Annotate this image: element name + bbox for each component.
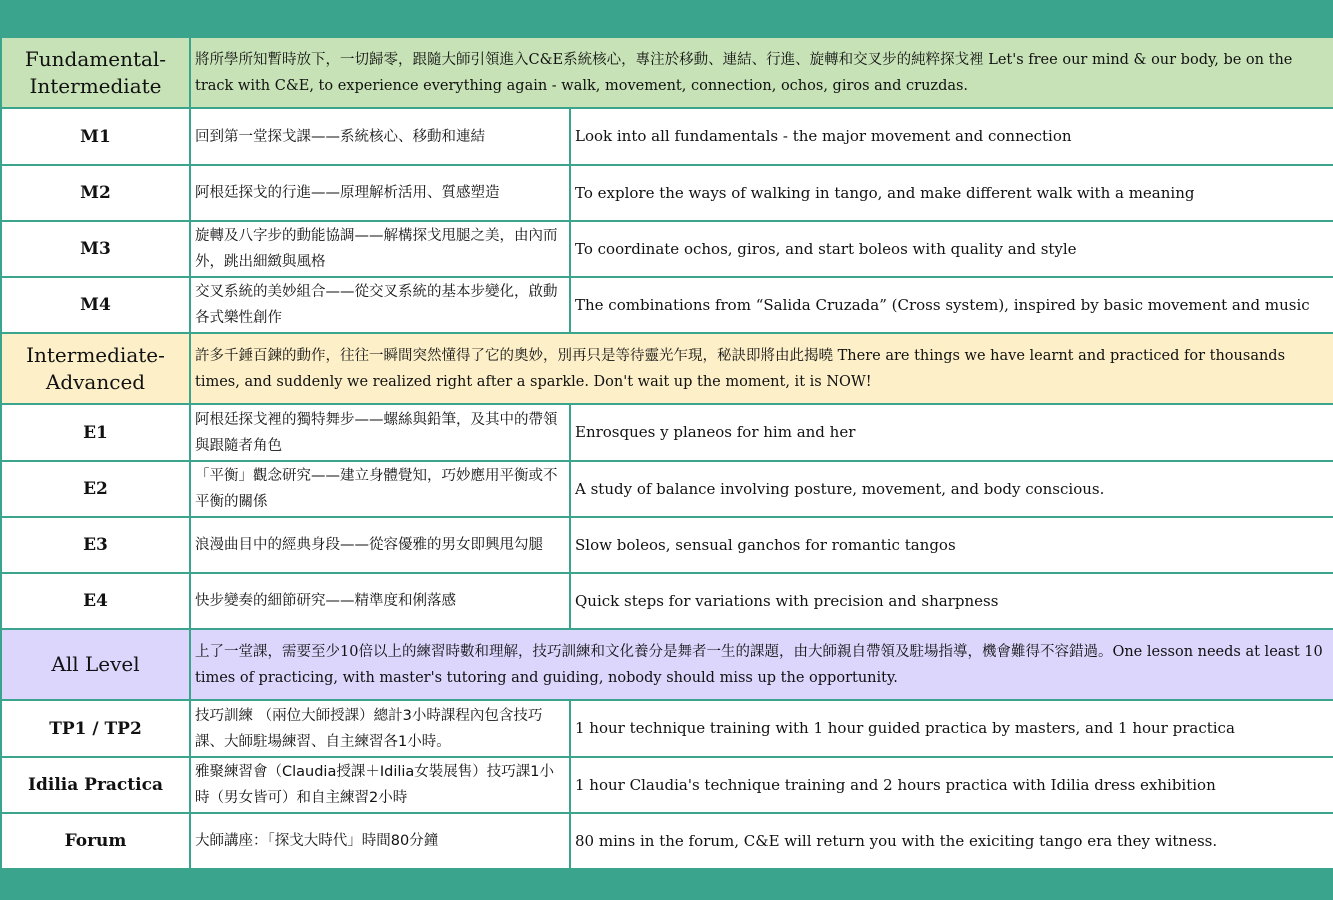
table-row xyxy=(1,573,1333,629)
course-description-en: Look into all fundamentals - the major movement and connection xyxy=(570,108,1333,165)
section-header-all-level xyxy=(1,629,1333,700)
schedule-table-wrapper xyxy=(0,36,1333,870)
table-row xyxy=(1,165,1333,221)
course-code: M2 xyxy=(1,165,190,221)
section-label: Intermediate- Advanced xyxy=(1,333,190,404)
course-code: E2 xyxy=(1,461,190,517)
course-title-zh: 回到第一堂探戈課——系統核心、移動和連結 xyxy=(190,108,570,165)
course-title-zh: 雅聚練習會（Claudia授課＋Idilia女裝展售）技巧課1小時（男女皆可）和自主練習2小時 xyxy=(190,757,570,813)
course-title-zh: 阿根廷探戈的行進——原理解析活用、質感塑造 xyxy=(190,165,570,221)
course-title-zh: 「平衡」觀念研究——建立身體覺知，巧妙應用平衡或不平衡的關係 xyxy=(190,461,570,517)
course-code: Idilia Practica xyxy=(1,757,190,813)
section-header-fundamental xyxy=(1,37,1333,108)
section-header-advanced xyxy=(1,333,1333,404)
course-description-en: To explore the ways of walking in tango, and make different walk with a meaning xyxy=(570,165,1333,221)
table-row xyxy=(1,108,1333,165)
course-description-en: A study of balance involving posture, movement, and body conscious. xyxy=(570,461,1333,517)
course-code: M4 xyxy=(1,277,190,333)
section-description: 許多千錘百鍊的動作，往往一瞬間突然懂得了它的奧妙，別再只是等待靈光乍現，秘訣即將由此揭曉 There are things we have learnt and practiced for thousands times, and suddenly we realized right after a sparkle. Don't wait up the moment, it is NOW! xyxy=(190,333,1333,404)
course-code: E3 xyxy=(1,517,190,573)
course-description-en: To coordinate ochos, giros, and start boleos with quality and style xyxy=(570,221,1333,277)
course-description-en: Enrosques y planeos for him and her xyxy=(570,404,1333,461)
table-row xyxy=(1,277,1333,333)
course-code: E4 xyxy=(1,573,190,629)
table-row xyxy=(1,404,1333,461)
course-code: E1 xyxy=(1,404,190,461)
table-row xyxy=(1,517,1333,573)
course-code: M1 xyxy=(1,108,190,165)
course-description-en: 1 hour technique training with 1 hour guided practica by masters, and 1 hour practica xyxy=(570,700,1333,757)
table-row xyxy=(1,813,1333,869)
section-label: All Level xyxy=(1,629,190,700)
course-schedule-table xyxy=(0,36,1333,870)
section-description: 將所學所知暫時放下，一切歸零，跟隨大師引領進入C&E系統核心，專注於移動、連結、行進、旋轉和交叉步的純粹探戈裡 Let's free our mind & our body, be on the track with C&E, to experience everything again - walk, movement, connection, ochos, giros and cruzdas. xyxy=(190,37,1333,108)
course-code: TP1 / TP2 xyxy=(1,700,190,757)
course-code: Forum xyxy=(1,813,190,869)
course-title-zh: 交叉系統的美妙組合——從交叉系統的基本步變化，啟動各式樂性創作 xyxy=(190,277,570,333)
course-title-zh: 快步變奏的細節研究——精準度和俐落感 xyxy=(190,573,570,629)
course-description-en: Slow boleos, sensual ganchos for romantic tangos xyxy=(570,517,1333,573)
section-label: Fundamental- Intermediate xyxy=(1,37,190,108)
table-row xyxy=(1,461,1333,517)
course-title-zh: 大師講座：「探戈大時代」時間80分鐘 xyxy=(190,813,570,869)
course-description-en: The combinations from “Salida Cruzada” (Cross system), inspired by basic movement and music xyxy=(570,277,1333,333)
course-description-en: 80 mins in the forum, C&E will return you with the exiciting tango era they witness. xyxy=(570,813,1333,869)
section-description: 上了一堂課，需要至少10倍以上的練習時數和理解，技巧訓練和文化養分是舞者一生的課題，由大師親自帶領及駐場指導，機會難得不容錯過。One lesson needs at least 10 times of practicing, with master's tutoring and guiding, nobody should miss up the opportunity. xyxy=(190,629,1333,700)
course-title-zh: 旋轉及八字步的動能協調——解構探戈甩腿之美，由內而外，跳出細緻與風格 xyxy=(190,221,570,277)
course-description-en: Quick steps for variations with precision and sharpness xyxy=(570,573,1333,629)
course-code: M3 xyxy=(1,221,190,277)
table-row xyxy=(1,221,1333,277)
course-title-zh: 阿根廷探戈裡的獨特舞步——螺絲與鉛筆，及其中的帶領與跟隨者角色 xyxy=(190,404,570,461)
course-description-en: 1 hour Claudia's technique training and 2 hours practica with Idilia dress exhibition xyxy=(570,757,1333,813)
course-title-zh: 浪漫曲目中的經典身段——從容優雅的男女即興甩勾腿 xyxy=(190,517,570,573)
table-row xyxy=(1,757,1333,813)
course-title-zh: 技巧訓練 （兩位大師授課）總計3小時課程內包含技巧課、大師駐場練習、自主練習各1小時。 xyxy=(190,700,570,757)
table-row xyxy=(1,700,1333,757)
